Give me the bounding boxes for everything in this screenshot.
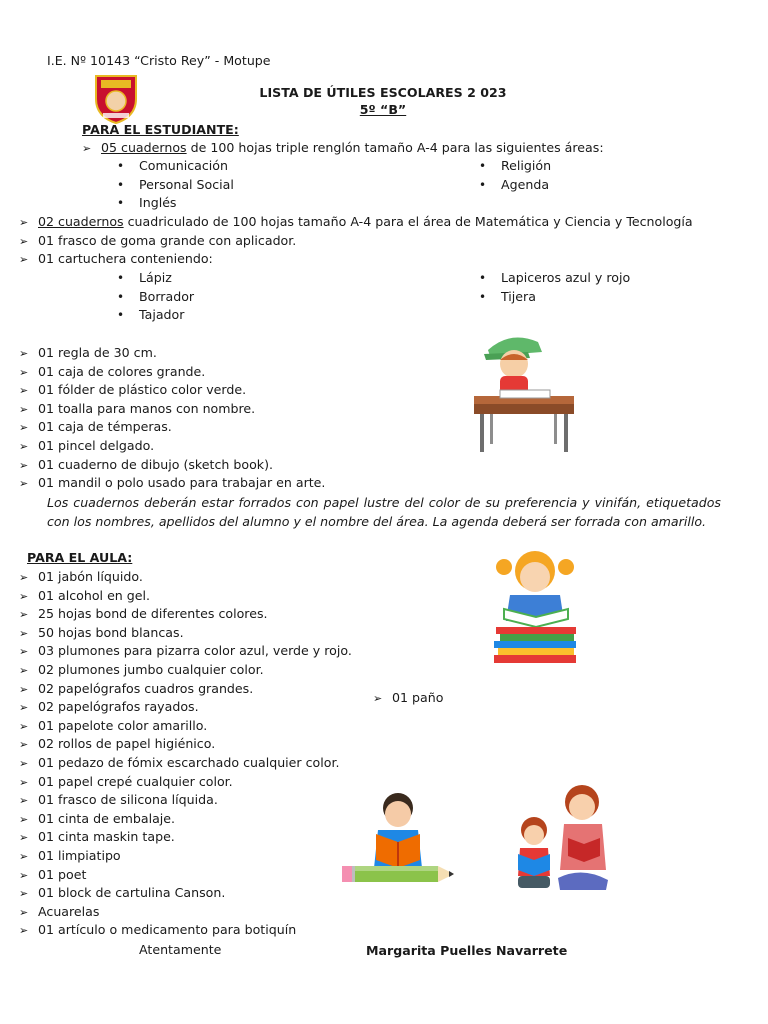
list-item: ➢ 01 papel crepé cualquier color. <box>19 773 352 792</box>
dot-bullet-icon: • <box>117 308 125 323</box>
case-left-list <box>117 269 194 325</box>
dot-bullet-icon: • <box>117 177 125 192</box>
arrow-bullet-icon: ➢ <box>19 868 29 882</box>
arrow-bullet-icon: ➢ <box>19 253 29 266</box>
arrow-bullet-icon: ➢ <box>19 887 29 901</box>
dot-bullet-icon: • <box>117 159 125 173</box>
notebook-cover-note: Los cuadernos deberán estar forrados con papel lustre del color de su preferencia y vinifán, etiquetados con los nombres, apellidos del alumno y el nombre del área. La agenda deberá ser forrada con amarillo. <box>47 495 721 529</box>
dot-bullet-icon: • <box>479 177 487 192</box>
list-item: ➢ 01 alcohol en gel. <box>19 587 352 606</box>
list-item: ➢ Acuarelas <box>19 903 352 922</box>
arrow-bullet-icon: ➢ <box>19 645 29 659</box>
classroom-items-list <box>19 568 352 940</box>
dot-bullet-icon: • <box>479 159 487 173</box>
list-item: • Borrador <box>117 288 194 307</box>
list-item: ➢ 01 pincel delgado. <box>19 437 325 456</box>
student-items-list <box>19 344 325 493</box>
arrow-bullet-icon: ➢ <box>19 365 29 379</box>
arrow-bullet-icon: ➢ <box>19 589 29 603</box>
list-item: ➢ 01 fólder de plástico color verde. <box>19 381 325 400</box>
list-item: ➢ 03 plumones para pizarra color azul, verde y rojo. <box>19 642 352 661</box>
student-section-heading: PARA EL ESTUDIANTE: <box>82 122 239 137</box>
list-item: ➢ 01 artículo o medicamento para botiquín <box>19 921 352 940</box>
list-item: ➢ 50 hojas bond blancas. <box>19 624 352 643</box>
arrow-bullet-icon: ➢ <box>19 571 29 584</box>
grid-notebooks-item <box>19 213 693 232</box>
arrow-bullet-icon: ➢ <box>19 719 29 733</box>
arrow-bullet-icon: ➢ <box>19 402 29 416</box>
list-item: ➢ 25 hojas bond de diferentes colores. <box>19 605 352 624</box>
glue-item: ➢ 01 frasco de goma grande con aplicador. <box>19 232 296 251</box>
arrow-bullet-icon: ➢ <box>19 701 29 715</box>
cloth-item: ➢ 01 paño <box>373 689 443 708</box>
list-item: ➢ 01 block de cartulina Canson. <box>19 884 352 903</box>
list-item: ➢ 01 cuaderno de dibujo (sketch book). <box>19 456 325 475</box>
arrow-bullet-icon: ➢ <box>19 738 29 752</box>
areas-right-list <box>479 157 551 194</box>
list-item: • Inglés <box>117 194 234 213</box>
arrow-bullet-icon: ➢ <box>19 794 29 808</box>
list-item: • Religión <box>479 157 551 176</box>
closing-text: Atentamente <box>139 942 222 957</box>
list-item: ➢ 01 toalla para manos con nombre. <box>19 400 325 419</box>
list-item: ➢ 01 caja de colores grande. <box>19 363 325 382</box>
arrow-bullet-icon: ➢ <box>19 235 29 248</box>
dot-bullet-icon: • <box>117 196 125 211</box>
grid-notebooks-desc: cuadriculado de 100 hojas tamaño A-4 para el área de Matemática y Ciencia y Tecnología <box>123 214 693 229</box>
list-item: ➢ 02 plumones jumbo cualquier color. <box>19 661 352 680</box>
arrow-bullet-icon: ➢ <box>19 775 29 789</box>
list-item: ➢ 01 caja de témperas. <box>19 418 325 437</box>
arrow-bullet-icon: ➢ <box>373 692 383 705</box>
arrow-bullet-icon: ➢ <box>19 384 29 398</box>
list-item: • Lapiceros azul y rojo <box>479 269 630 288</box>
areas-left-list <box>117 157 234 213</box>
arrow-bullet-icon: ➢ <box>19 421 29 435</box>
arrow-bullet-icon: ➢ <box>19 831 29 845</box>
list-item: ➢ 02 papelógrafos rayados. <box>19 698 352 717</box>
dot-bullet-icon: • <box>117 289 125 304</box>
arrow-bullet-icon: ➢ <box>19 608 29 622</box>
arrow-bullet-icon: ➢ <box>19 924 29 938</box>
notebooks-desc: de 100 hojas triple renglón tamaño A-4 para las siguientes áreas: <box>186 140 604 155</box>
grid-notebooks-count: 02 cuadernos <box>38 214 124 229</box>
list-item: ➢ 01 pedazo de fómix escarchado cualquier color. <box>19 754 352 773</box>
boy-at-desk-illustration <box>470 330 580 455</box>
arrow-bullet-icon: ➢ <box>19 477 29 491</box>
dot-bullet-icon: • <box>479 289 487 304</box>
list-item: ➢ 01 mandil o polo usado para trabajar en arte. <box>19 474 325 493</box>
signature-name: Margarita Puelles Navarrete <box>366 943 568 958</box>
arrow-bullet-icon: ➢ <box>19 812 29 826</box>
school-crest-icon <box>93 73 139 125</box>
list-item: ➢ 01 limpiatipo <box>19 847 352 866</box>
arrow-bullet-icon: ➢ <box>19 682 29 696</box>
list-item: ➢ 01 jabón líquido. <box>19 568 352 587</box>
dot-bullet-icon: • <box>117 271 125 285</box>
dot-bullet-icon: • <box>479 271 487 285</box>
list-item: • Lápiz <box>117 269 194 288</box>
list-item: • Personal Social <box>117 176 234 195</box>
list-item: • Tijera <box>479 288 630 307</box>
arrow-bullet-icon: ➢ <box>19 905 29 919</box>
school-name: I.E. Nº 10143 “Cristo Rey” - Motupe <box>47 53 271 68</box>
list-item: • Comunicación <box>117 157 234 176</box>
classroom-section-heading: PARA EL AULA: <box>27 550 133 565</box>
list-item: ➢ 01 cinta maskin tape. <box>19 828 352 847</box>
list-item: ➢ 02 rollos de papel higiénico. <box>19 735 352 754</box>
arrow-bullet-icon: ➢ <box>19 626 29 640</box>
arrow-bullet-icon: ➢ <box>19 216 29 229</box>
list-title: LISTA DE ÚTILES ESCOLARES 2 023 <box>259 85 507 100</box>
mother-child-reading-illustration <box>510 780 610 895</box>
pencil-case-item: ➢ 01 cartuchera conteniendo: <box>19 250 213 269</box>
list-item: • Agenda <box>479 176 551 195</box>
list-item: ➢ 01 frasco de silicona líquida. <box>19 791 352 810</box>
arrow-bullet-icon: ➢ <box>19 849 29 863</box>
arrow-bullet-icon: ➢ <box>19 347 29 360</box>
boy-on-pencil-illustration <box>336 790 458 890</box>
notebooks-count: 05 cuadernos <box>101 140 187 155</box>
list-item: ➢ 01 poet <box>19 866 352 885</box>
notebooks-item <box>82 139 604 158</box>
girl-reading-illustration <box>488 545 583 665</box>
list-item: ➢ 01 cinta de embalaje. <box>19 810 352 829</box>
list-item: ➢ 01 regla de 30 cm. <box>19 344 325 363</box>
arrow-bullet-icon: ➢ <box>19 458 29 472</box>
case-right-list <box>479 269 630 306</box>
list-item: ➢ 01 papelote color amarillo. <box>19 717 352 736</box>
list-item: • Tajador <box>117 306 194 325</box>
list-item: ➢ 02 papelógrafos cuadros grandes. <box>19 680 352 699</box>
arrow-bullet-icon: ➢ <box>82 142 92 155</box>
arrow-bullet-icon: ➢ <box>19 663 29 677</box>
grade-label: 5º “B” <box>359 102 407 117</box>
arrow-bullet-icon: ➢ <box>19 756 29 770</box>
arrow-bullet-icon: ➢ <box>19 439 29 453</box>
